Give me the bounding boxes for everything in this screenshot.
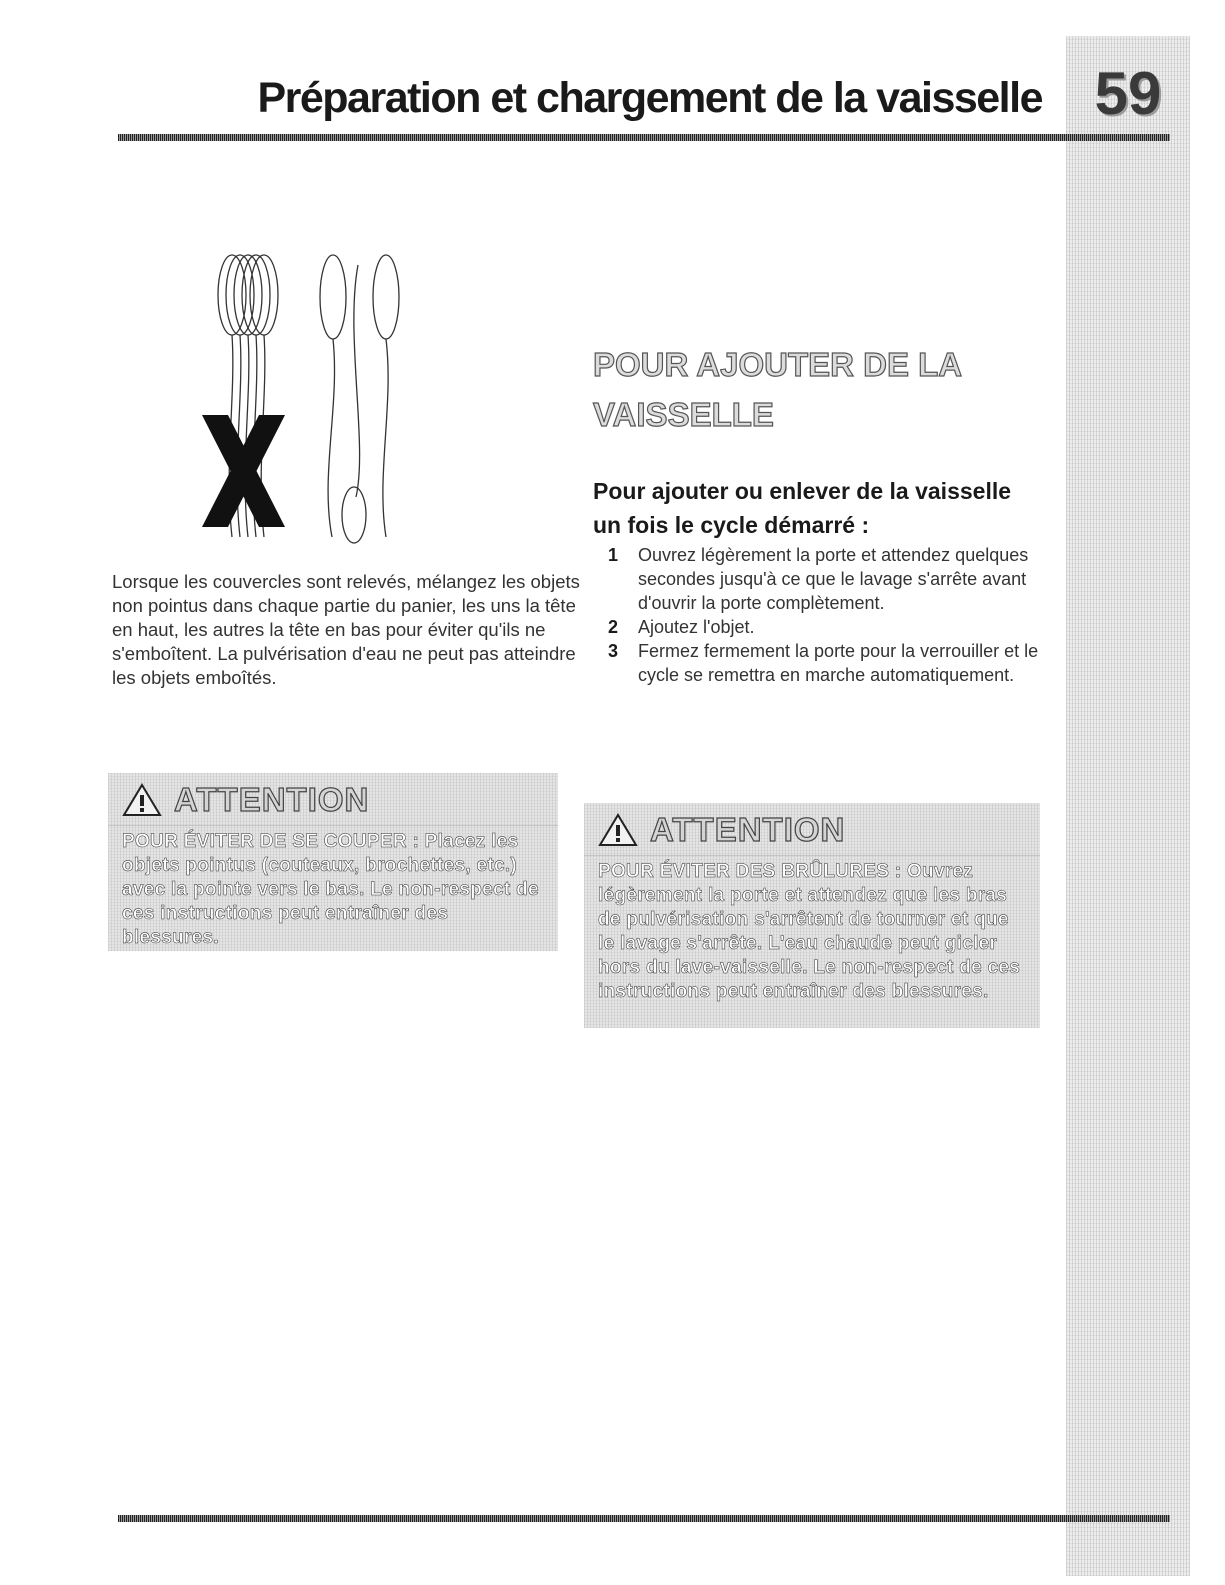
warning-title: ATTENTION — [650, 811, 846, 848]
warning-triangle-icon — [598, 813, 638, 847]
step-number: 2 — [608, 617, 619, 637]
warning-header — [584, 803, 1040, 856]
step-text: Ajoutez l'objet. — [638, 617, 755, 637]
list-item — [608, 543, 1048, 615]
page-number: 59 — [1094, 60, 1162, 127]
steps-list — [608, 543, 1048, 687]
warning-text: POUR ÉVITER DE SE COUPER : Placez les objets pointus (couteaux, brochettes, etc.) avec la pointe vers le bas. Le non-respect de ces instructions peut entraîner des blessures. — [122, 831, 539, 948]
separated-spoons-group — [320, 255, 399, 543]
step-number: 1 — [608, 545, 619, 565]
left-paragraph: Lorsque les couvercles sont relevés, mélangez les objets non pointus dans chaque partie du panier, les uns la tête en haut, les autres la tête en bas pour éviter qu'ils ne s'emboîtent. La pulvérisation d'eau ne peut pas atteindre les objets emboîtés. — [112, 571, 580, 688]
list-item — [608, 639, 1048, 687]
cross-x-icon — [202, 415, 285, 527]
sidebar-band — [1066, 36, 1190, 1576]
step-text: Fermez fermement la porte pour la verrouiller et le cycle se remettra en marche automatiquement. — [638, 641, 1039, 685]
warning-title: ATTENTION — [174, 781, 370, 818]
warning-header — [108, 773, 558, 826]
step-text: Ouvrez légèrement la porte et attendez quelques secondes jusqu'à ce que le lavage s'arrête avant d'ouvrir la porte complètement. — [638, 545, 1029, 613]
warning-box-burns — [584, 803, 1040, 1028]
list-item — [608, 615, 1048, 639]
header-rule — [118, 134, 1170, 141]
footer-rule — [118, 1515, 1170, 1522]
warning-box-cuts — [108, 773, 558, 951]
warning-triangle-icon — [122, 783, 162, 817]
spoons-illustration — [180, 245, 420, 555]
warning-text: POUR ÉVITER DES BRÛLURES : Ouvrez légèrement la porte et attendez que les bras de pulvérisation s'arrêtent de tourner et que le lavage s'arrête. L'eau chaude peut gicler hors du lave-vaisselle. Le non-respect de ces instructions peut entraîner des blessures. — [598, 861, 1021, 1002]
subheading: Pour ajouter ou enlever de la vaisselle un fois le cycle démarré : — [593, 478, 1012, 538]
page-title: Préparation et chargement de la vaisselle — [257, 74, 1042, 122]
section-title: POUR AJOUTER DE LA VAISSELLE — [593, 346, 961, 433]
step-number: 3 — [608, 641, 619, 661]
